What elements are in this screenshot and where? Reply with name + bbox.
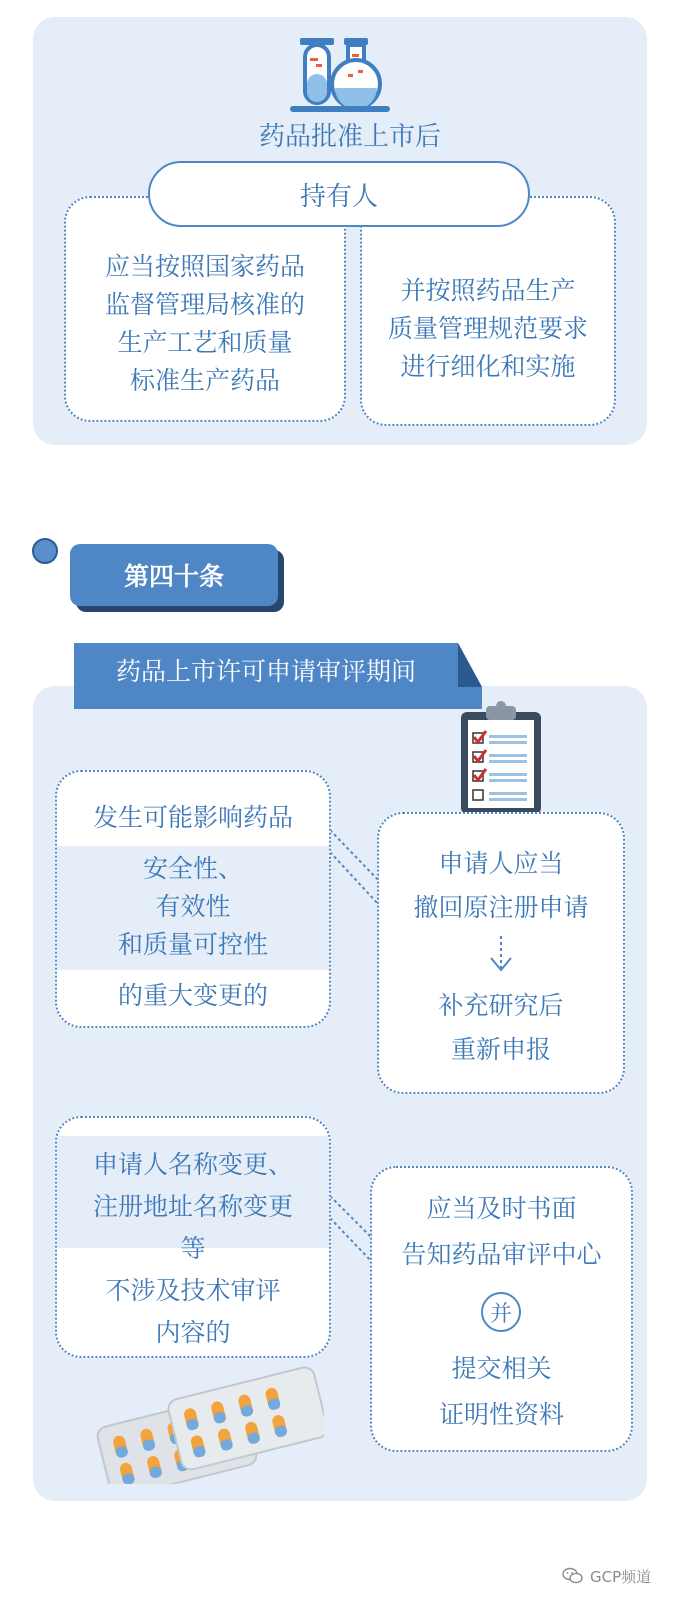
wechat-icon: [562, 1567, 584, 1585]
manufacture-text: [64, 248, 346, 400]
notify-line-3: 提交相关: [451, 1354, 552, 1383]
holder-pill: [148, 161, 530, 227]
name-change-card: [55, 1116, 331, 1358]
manufacture-line-1: 应当按照国家药品: [104, 252, 305, 281]
notify-top: [370, 1186, 633, 1278]
bullet-dot: [32, 538, 58, 564]
withdraw-top: [377, 842, 625, 930]
name-change-text: [57, 1144, 329, 1354]
withdraw-line-4: 重新申报: [450, 1035, 551, 1064]
pill-blister-icon: [92, 1364, 324, 1484]
withdraw-line-3: 补充研究后: [438, 991, 564, 1020]
major-change-mid-2: 有效性: [155, 892, 231, 921]
article-label: [70, 544, 278, 606]
manufacture-line-3: 生产工艺和质量: [117, 328, 293, 357]
review-banner-text: 药品上市许可申请审评期间: [115, 657, 416, 686]
gmp-line-1: 并按照药品生产: [400, 276, 576, 305]
notify-line-2: 告知药品审评中心: [401, 1240, 602, 1269]
watermark: [562, 1564, 651, 1588]
connector-lines-1: [330, 820, 382, 920]
major-change-middle: [57, 850, 329, 964]
arrow-down-icon: [488, 934, 514, 974]
name-change-line-5: 内容的: [155, 1318, 231, 1347]
notify-bottom: [370, 1346, 633, 1438]
withdraw-bottom: [377, 984, 625, 1072]
gmp-line-2: 质量管理规范要求: [387, 314, 588, 343]
name-change-line-3: 等: [180, 1234, 206, 1263]
holder-label: 持有人: [299, 181, 378, 212]
major-change-top: 发生可能影响药品: [92, 803, 293, 832]
withdraw-line-2: 撤回原注册申请: [413, 893, 589, 922]
name-change-line-2: 注册地址名称变更: [92, 1192, 293, 1221]
notify-line-4: 证明性资料: [438, 1400, 564, 1429]
notify-line-1: 应当及时书面: [426, 1194, 577, 1223]
major-change-card: [55, 770, 331, 1028]
and-circle: [481, 1292, 521, 1332]
major-change-mid-3: 和质量可控性: [117, 930, 268, 959]
test-tube-flask-icon: [290, 28, 390, 114]
clipboard-checklist-icon: [458, 700, 544, 816]
and-circle-text: 并: [489, 1301, 512, 1327]
name-change-line-4: 不涉及技术审评: [105, 1276, 281, 1305]
gmp-text: [360, 272, 616, 386]
watermark-text: GCP频道: [590, 1567, 652, 1586]
major-change-bottom: 的重大变更的: [117, 981, 268, 1010]
gmp-line-3: 进行细化和实施: [400, 352, 576, 381]
article-label-text: 第四十条: [123, 562, 224, 591]
manufacture-line-2: 监督管理局核准的: [104, 290, 305, 319]
manufacture-line-4: 标准生产药品: [129, 366, 280, 395]
approval-title: 药品批准上市后: [258, 122, 441, 152]
major-change-mid-1: 安全性、: [142, 854, 243, 883]
withdraw-line-1: 申请人应当: [438, 849, 564, 878]
name-change-line-1: 申请人名称变更、: [92, 1150, 293, 1179]
